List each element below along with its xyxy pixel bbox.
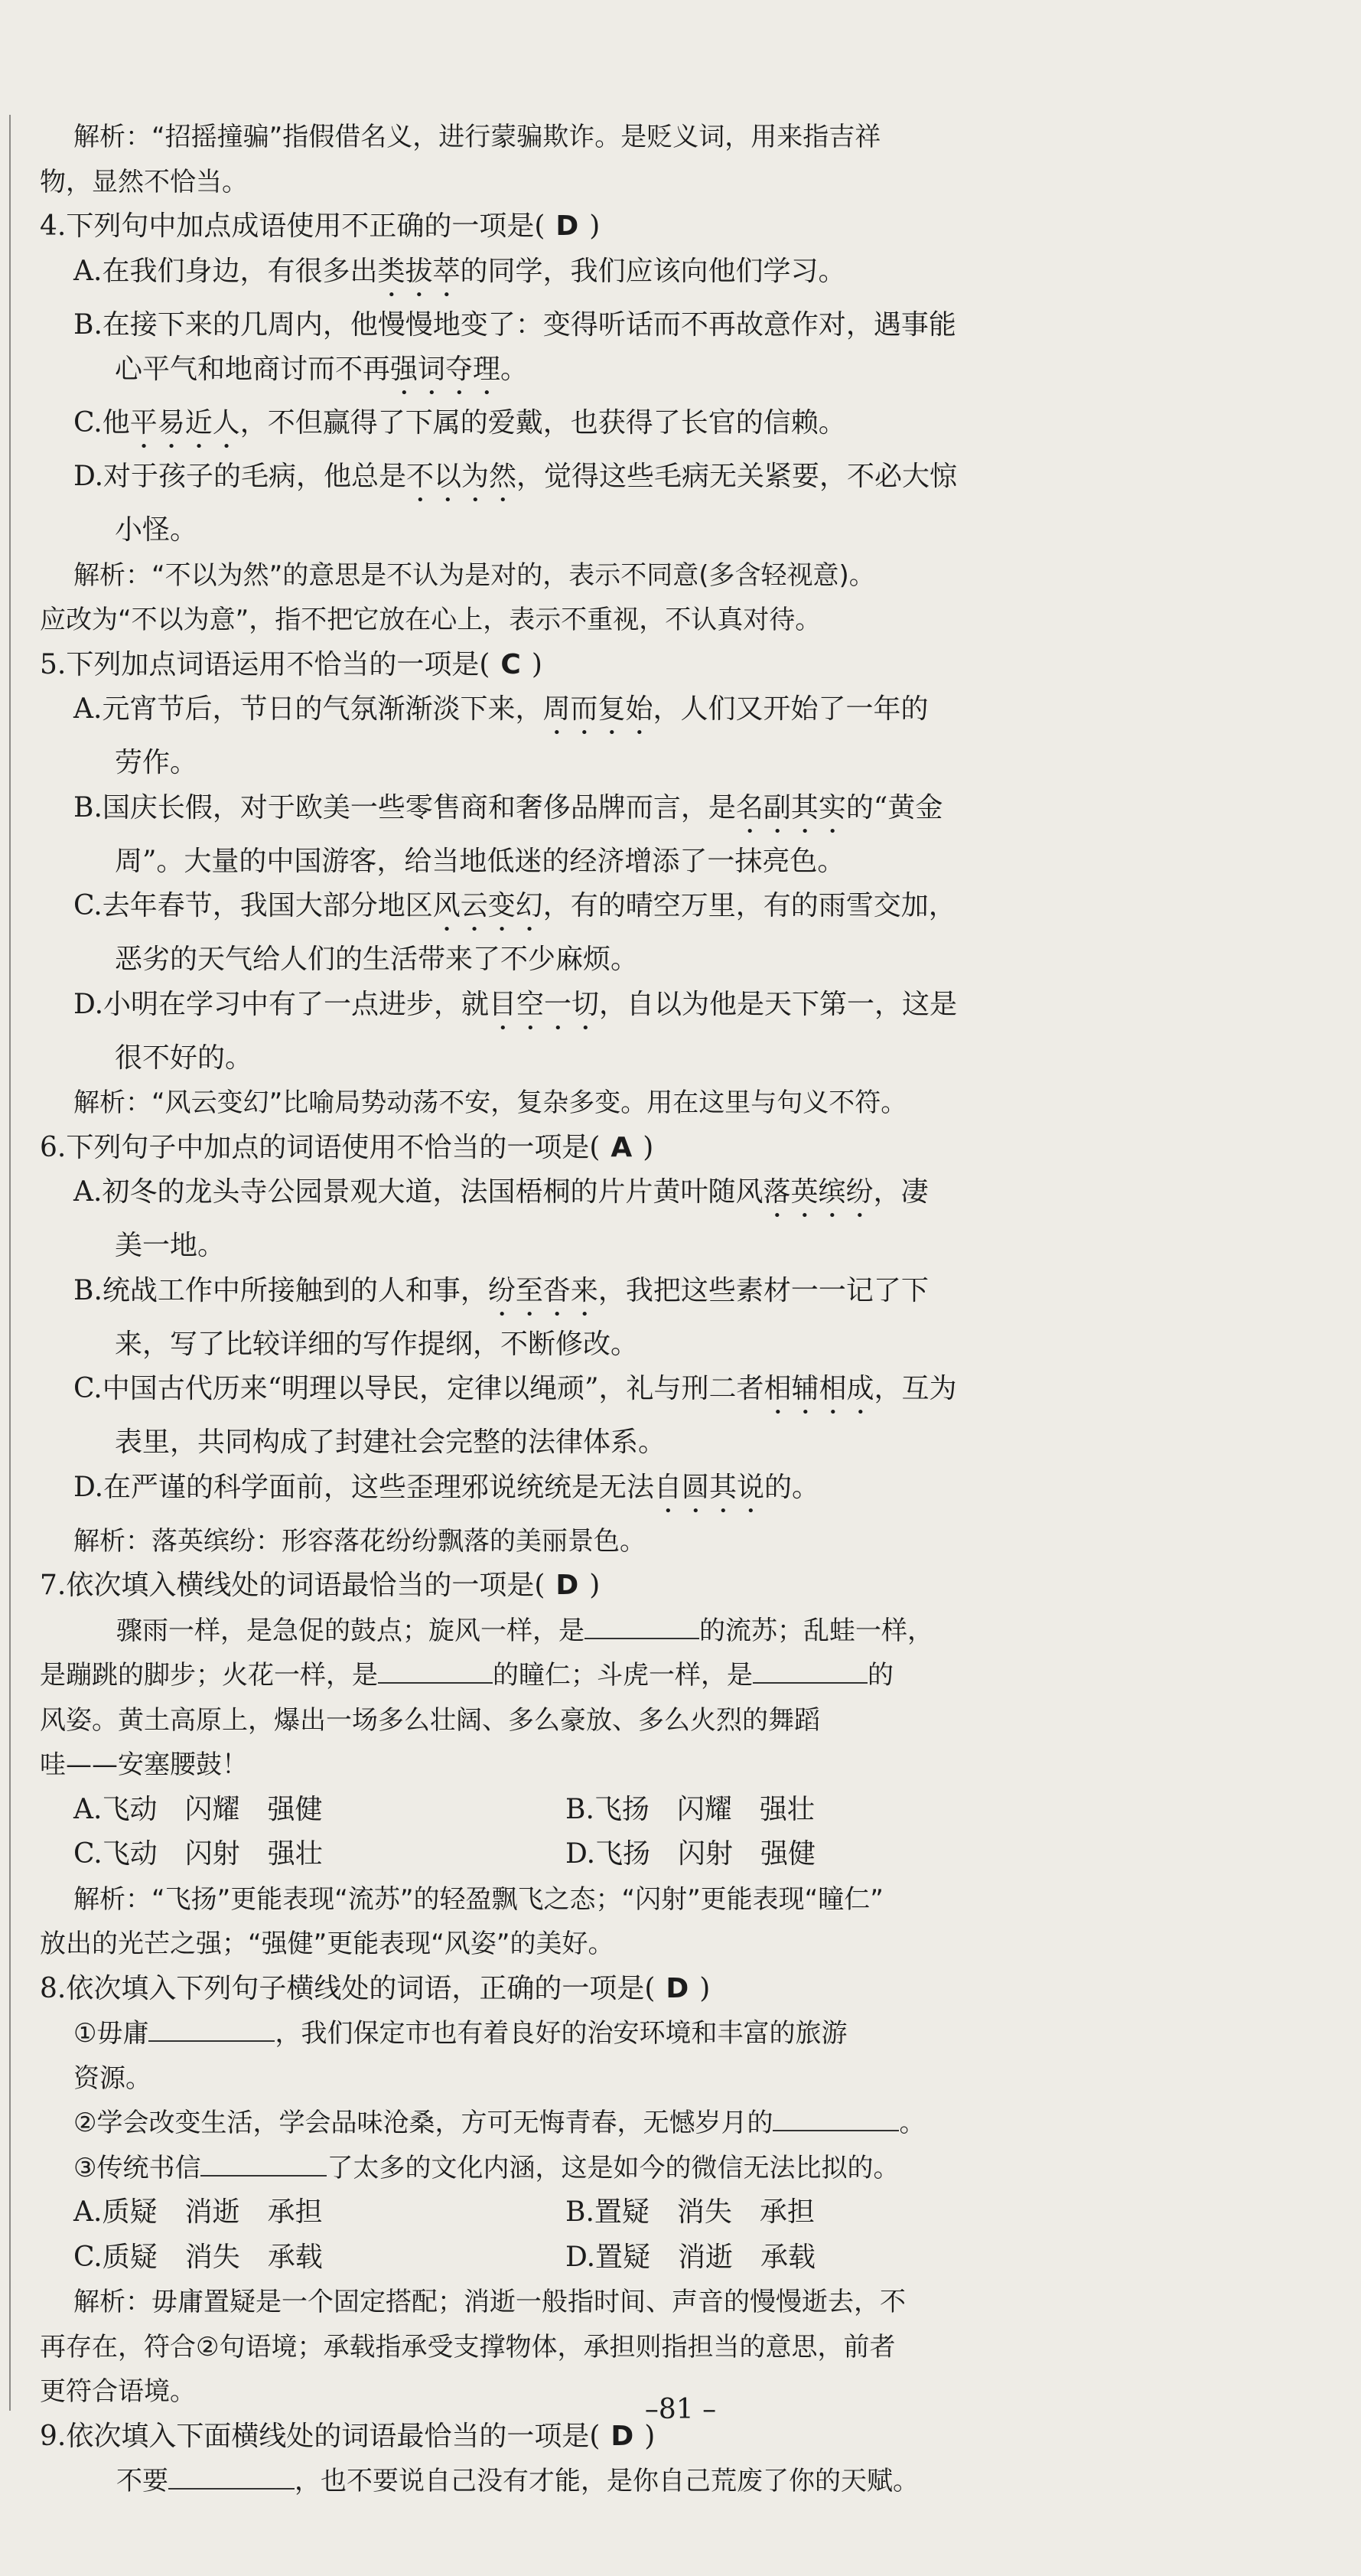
question-9-stem: 9.依次填入下面横线处的词语最恰当的一项是( D ) bbox=[40, 2420, 656, 2452]
options-row bbox=[40, 1788, 1057, 1833]
sentence-1: ①毋庸 ，我们保定市也有着良好的治安环境和丰富的旅游 bbox=[73, 2018, 848, 2049]
explanation: 解析：“不以为然”的意思是不认为是对的，表示不同意(多含轻视意)。 bbox=[73, 559, 875, 591]
explanation: 解析：毋庸置疑是一个固定搭配；消逝一般指时间、声音的慢慢逝去，不 bbox=[73, 2287, 906, 2317]
option-a-cont: 美一地。 bbox=[115, 1230, 226, 1261]
blank-line bbox=[148, 2017, 275, 2042]
option-b: B.置疑 消失 承担 bbox=[565, 2196, 815, 2228]
answer-letter: D bbox=[666, 1972, 689, 2004]
blank-line bbox=[584, 1615, 699, 1639]
question-5-stem: 5.下列加点词语运用不恰当的一项是( C ) bbox=[40, 648, 542, 680]
option-b-cont: 周”。大量的中国游客，给当地低迷的经济增添了一抹亮色。 bbox=[115, 845, 845, 877]
option-a: A.在我们身边，有很多出类拔萃的同学，我们应该向他们学习。 bbox=[73, 255, 846, 287]
sentence-2: ②学会改变生活，学会品味沧桑，方可无悔青春，无憾岁月的 。 bbox=[73, 2108, 926, 2138]
blank-line bbox=[773, 2107, 899, 2131]
option-b-cont: 心平气和地商讨而不再强词夺理。 bbox=[115, 354, 529, 385]
explanation: 解析：“风云变幻”比喻局势动荡不安，复杂多变。用在这里与句义不符。 bbox=[73, 1087, 907, 1118]
content bbox=[40, 115, 1057, 2504]
options-row bbox=[40, 1832, 1057, 1877]
page-number: –81 – bbox=[644, 2394, 717, 2425]
explanation: 应改为“不以为意”，指不把它放在心上，表示不重视，不认真对待。 bbox=[40, 605, 822, 635]
passage-line: 不要 ，也不要说自己没有才能，是你自己荒废了你的天赋。 bbox=[116, 2466, 919, 2496]
option-c: C.去年春节，我国大部分地区风云变幻，有的晴空万里，有的雨雪交加， bbox=[73, 890, 956, 921]
option-c-cont: 表里，共同构成了封建社会完整的法律体系。 bbox=[115, 1427, 666, 1458]
question-7-stem: 7.依次填入横线处的词语最恰当的一项是( D ) bbox=[40, 1570, 601, 1601]
explanation: 解析：落英缤纷：形容落花纷纷飘落的美丽景色。 bbox=[73, 1525, 646, 1557]
options-row bbox=[40, 2190, 1057, 2235]
option-c: C.中国古代历来“明理以导民，定律以绳顽”，礼与刑二者相辅相成，互为 bbox=[73, 1373, 957, 1404]
option-a: A.初冬的龙头寺公园景观大道，法国梧桐的片片黄叶随风落英缤纷，凄 bbox=[73, 1176, 929, 1208]
option-d: D.置疑 消逝 承载 bbox=[565, 2241, 816, 2273]
explanation: 解析：“飞扬”更能表现“流苏”的轻盈飘飞之态；“闪射”更能表现“瞳仁” bbox=[73, 1883, 884, 1915]
option-b: B.飞扬 闪耀 强壮 bbox=[565, 1793, 815, 1825]
option-d: D.在严谨的科学面前，这些歪理邪说统统是无法自圆其说的。 bbox=[73, 1471, 820, 1503]
option-d: D.对于孩子的毛病，他总是不以为然，觉得这些毛病无关紧要，不必大惊 bbox=[73, 461, 958, 492]
option-c: C.飞动 闪射 强壮 bbox=[73, 1838, 323, 1870]
explanation: 再存在，符合②句语境；承载指承受支撑物体，承担则指担当的意思，前者 bbox=[40, 2331, 896, 2362]
option-b: B.统战工作中所接触到的人和事，纷至沓来，我把这些素材一一记了下 bbox=[73, 1274, 929, 1306]
explanation: 物，显然不恰当。 bbox=[40, 166, 248, 197]
question-8-stem: 8.依次填入下列句子横线处的词语，正确的一项是( D ) bbox=[40, 1972, 711, 2004]
passage-line: 骤雨一样，是急促的鼓点；旋风一样，是 的流苏；乱蛙一样， bbox=[116, 1615, 933, 1646]
blank-line bbox=[378, 1659, 493, 1684]
option-d-cont: 很不好的。 bbox=[115, 1042, 253, 1074]
option-b: B.在接下来的几周内，他慢慢地变了：变得听话而不再故意作对，遇事能 bbox=[73, 308, 956, 341]
answer-letter: C bbox=[500, 648, 521, 680]
option-c: C.质疑 消失 承载 bbox=[73, 2241, 323, 2273]
option-b: B.国庆长假，对于欧美一些零售商和奢侈品牌而言，是名副其实的“黄金 bbox=[73, 791, 943, 823]
option-d: D.飞扬 闪射 强健 bbox=[565, 1838, 816, 1870]
blank-line bbox=[753, 1659, 868, 1684]
answer-letter: A bbox=[610, 1131, 633, 1163]
explanation: 放出的光芒之强；“强健”更能表现“风姿”的美好。 bbox=[40, 1929, 614, 1959]
explanation: 解析：“招摇撞骗”指假借名义，进行蒙骗欺诈。是贬义词，用来指吉祥 bbox=[73, 122, 881, 152]
margin-line bbox=[9, 115, 11, 2411]
option-c: C.他平易近人，不但赢得了下属的爱戴，也获得了长官的信赖。 bbox=[73, 407, 846, 439]
answer-letter: D bbox=[610, 2420, 634, 2452]
sentence-1-cont: 资源。 bbox=[73, 2062, 151, 2094]
option-d-cont: 小怪。 bbox=[115, 514, 198, 546]
option-a: A.元宵节后，节日的气氛渐渐淡下来，周而复始，人们又开始了一年的 bbox=[73, 693, 929, 725]
option-a: A.质疑 消逝 承担 bbox=[73, 2196, 323, 2228]
passage-line: 哇——安塞腰鼓！ bbox=[40, 1749, 248, 1780]
sentence-3: ③传统书信 了太多的文化内涵，这是如今的微信无法比拟的。 bbox=[73, 2152, 900, 2183]
blank-line bbox=[200, 2152, 327, 2177]
passage-line: 风姿。黄土高原上，爆出一场多么壮阔、多么豪放、多么火烈的舞蹈 bbox=[40, 1704, 820, 1736]
question-6-stem: 6.下列句子中加点的词语使用不恰当的一项是( A ) bbox=[40, 1131, 654, 1163]
explanation: 更符合语境。 bbox=[40, 2376, 196, 2407]
option-d: D.小明在学习中有了一点进步，就目空一切，自以为他是天下第一，这是 bbox=[73, 988, 958, 1020]
option-c-cont: 恶劣的天气给人们的生活带来了不少麻烦。 bbox=[115, 944, 639, 975]
blank-line bbox=[168, 2465, 295, 2490]
answer-letter: D bbox=[555, 210, 579, 242]
options-row bbox=[40, 2235, 1057, 2281]
option-a-cont: 劳作。 bbox=[115, 747, 198, 778]
option-a: A.飞动 闪耀 强健 bbox=[73, 1793, 323, 1825]
question-4-stem: 4.下列句中加点成语使用不正确的一项是( D ) bbox=[40, 210, 601, 242]
passage-line: 是蹦跳的脚步；火花一样，是 的瞳仁；斗虎一样，是 的 bbox=[40, 1660, 894, 1691]
answer-letter: D bbox=[555, 1570, 579, 1601]
option-b-cont: 来，写了比较详细的写作提纲，不断修改。 bbox=[115, 1328, 639, 1360]
